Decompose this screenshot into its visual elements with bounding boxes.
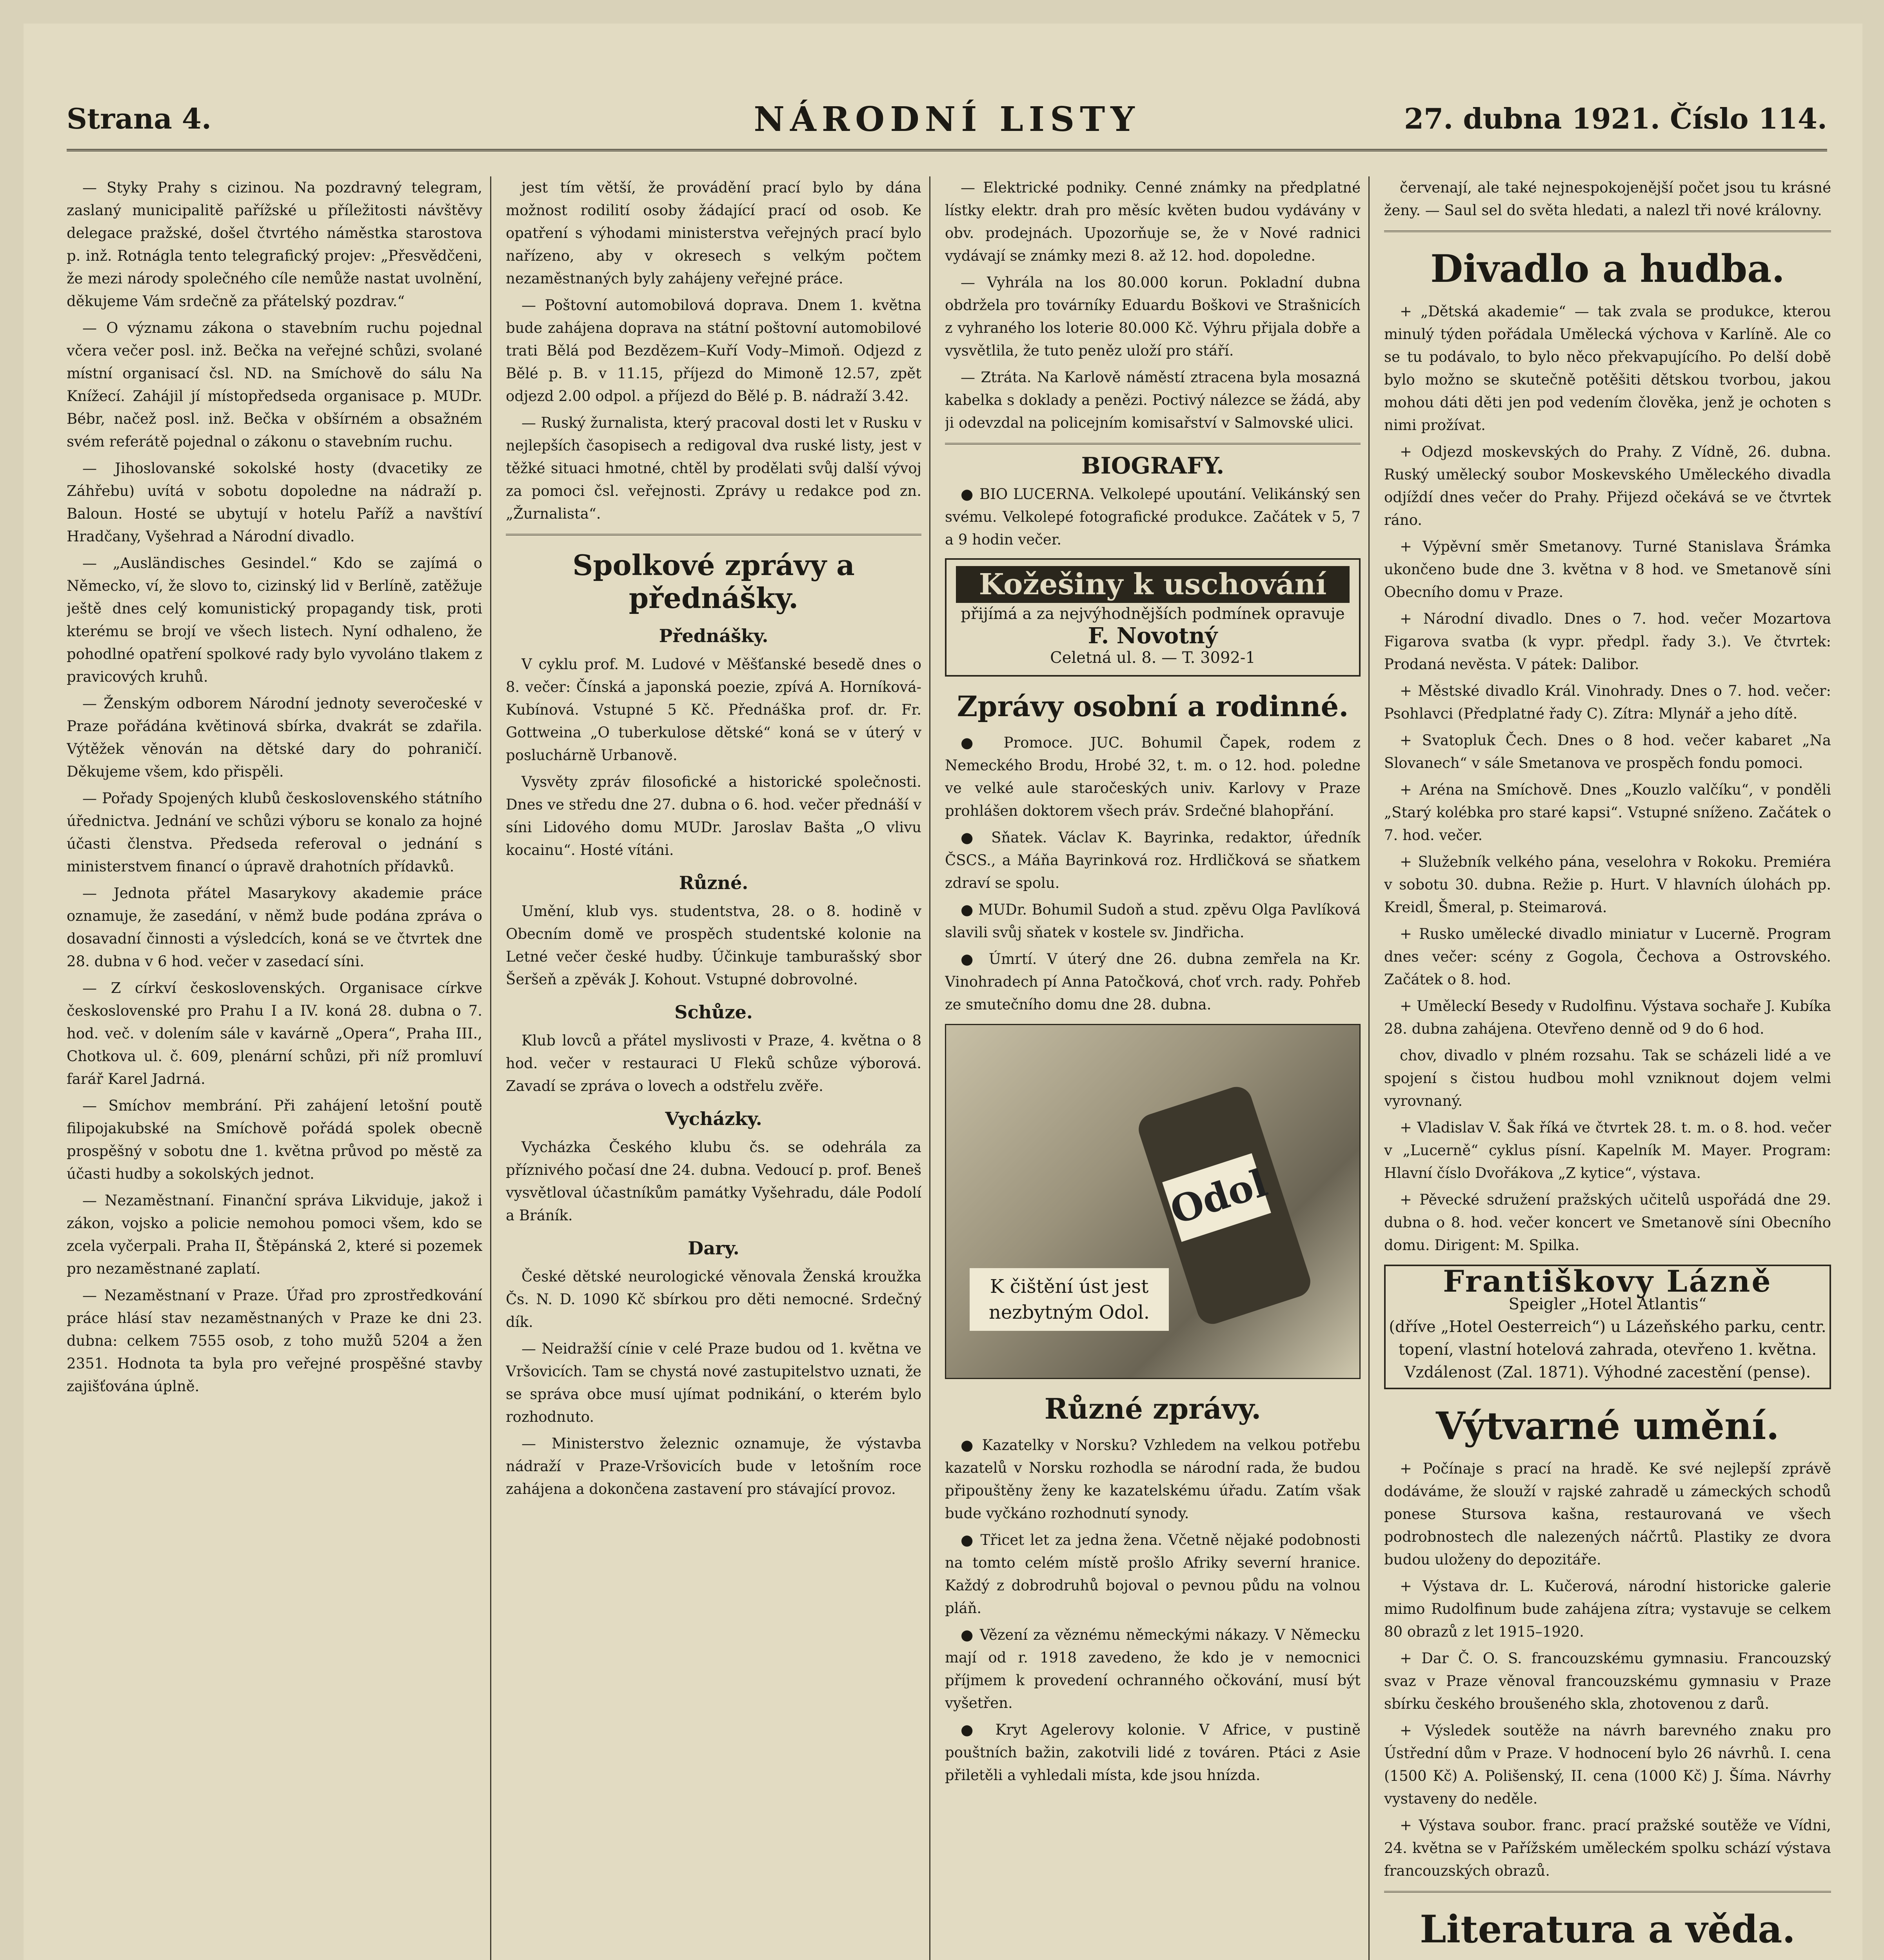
section-heading: Literatura a věda. bbox=[1420, 1907, 1795, 1951]
article-paragraph: Vysvěty zpráv filosofické a historické společnosti. Dnes ve středu dne 27. dubna o 6. hod. večer přednáší v síni Lidového domu MUDr. Jaroslav Bašta „O vlivu kocainu“. Hosté vítáni. bbox=[506, 773, 921, 858]
article-paragraph: + Městské divadlo Král. Vinohrady. Dnes o 7. hod. večer: Psohlavci (Předplatné řady C). Zítra: Mlynář a jeho dítě. bbox=[1384, 682, 1831, 722]
banner-body: (dříve „Hotel Oesterreich“) u Lázeňského parku, centr. topení, vlastní hotelová zahrada, otevřeno 1. května. Vzdálenost (Zal. 1871). Výhodné zacestění (pense). bbox=[1389, 1318, 1826, 1381]
article-paragraph: + „Dětská akademie“ — tak zvala se produkce, kterou minulý týden pořádala Umělecká výchova v Karlíně. Ale co se tu podávalo, to bylo něco překvapujícího. Po delší době bylo možno se skutečně potěšiti dětskou tvorbou, jakou mohou dáti děti jen pod vedením člověka, jenž je ochoten s nimi prožívat. bbox=[1384, 303, 1831, 434]
article-paragraph: — Z církví československých. Organisace církve československé pro Prahu I a IV. koná 28. dubna o 7. hod. več. v dolením sále v kavárně „Opera“, Praha III., Chotkova ul. č. 609, plenární schůzi, při níž promluví farář Karel Jadrná. bbox=[67, 980, 482, 1087]
article-paragraph: ● BIO LUCERNA. Velkolepé upoutání. Velikánský sen svému. Velkolepé fotografické produkce. Začátek v 5, 7 a 9 hodin večer. bbox=[945, 486, 1361, 548]
newspaper-title: NÁRODNÍ LISTY bbox=[754, 100, 1140, 139]
article-paragraph: + Aréna na Smíchově. Dnes „Kouzlo valčíku“, v ponděli „Starý kolébka pro staré kapsi“. Vstupné sníženo. Začátek o 7. hod. večer. bbox=[1384, 781, 1831, 844]
article-paragraph: + Služebník velkého pána, veselohra v Rokoku. Premiéra v sobotu 30. dubna. Režie p. Hurt. V hlavních úlohách pp. Kreidl, Šmeral, p. Steimarová. bbox=[1384, 853, 1831, 916]
article-paragraph: — Vyhrála na los 80.000 korun. Pokladní dubna obdržela pro továrníky Eduardu Boškovi ve Strašnicích z vyhraného los loterie 80.000 Kč. Výhru přijala dobře a vysvětlila, že tuto peněz uloží pro stáří. bbox=[945, 274, 1361, 359]
article-paragraph: V cyklu prof. M. Ludové v Měšťanské besedě dnes o 8. večer: Čínská a japonská poezie, zpívá A. Horníková-Kubínová. Vstupné 5 Kč. Přednáška prof. dr. Fr. Gottweina „O tuberkulose dětské“ koná se v úterý v posluchárně Urbanově. bbox=[506, 656, 921, 764]
ad-headline: Kožešiny k uschování bbox=[956, 566, 1350, 603]
ad-body: přijímá a za nejvýhodnějších podmínek opravuje bbox=[961, 605, 1345, 623]
article-paragraph: + Svatopluk Čech. Dnes o 8 hod. večer kabaret „Na Slovanech“ v sále Smetanova ve prospěch fondu pomoci. bbox=[1384, 732, 1831, 771]
section-heading: Výtvarné umění. bbox=[1436, 1404, 1779, 1448]
page-number: Strana 4. bbox=[67, 102, 212, 135]
article-paragraph: + Výpěvní směr Smetanovy. Turné Stanislava Šrámka ukončeno bude dne 3. května v 8 hod. ve Smetanově síni Obecního domu v Praze. bbox=[1384, 538, 1831, 601]
article-paragraph: ● Sňatek. Václav K. Bayrinka, redaktor, úředník ČSCS., a Máňa Bayrinková roz. Hrdličková se sňatkem zdraví se spolu. bbox=[945, 829, 1361, 891]
article-paragraph: — Ztráta. Na Karlově náměstí ztracena byla mosazná kabelka s doklady a penězi. Poctivý nálezce se žádá, aby ji odevzdal na policejním komisařství v Salmovské ulici. bbox=[945, 369, 1361, 431]
section-divider bbox=[1384, 230, 1831, 232]
ad-company-name: F. Novotný bbox=[1088, 623, 1218, 649]
article-paragraph: — Ženským odborem Národní jednoty severočeské v Praze pořádána květinová sbírka, dvakrát se zdařila. Výtěžek věnován na dětské dary do pohraničí. Děkujeme všem, kdo přispěli. bbox=[67, 695, 482, 780]
fur-storage-advertisement bbox=[945, 558, 1361, 677]
article-paragraph: + Dar Č. O. S. francouzskému gymnasiu. Francouzský svaz v Praze věnoval francouzskému gymnasiu v Praze sbírku českého broušeného skla, zhotovenou z darů. bbox=[1384, 1650, 1831, 1712]
article-paragraph: + Počínaje s prací na hradě. Ke své nejlepší zprávě dodáváme, že slouží v rajské zahradě u zámeckých schodů ponese Stursova kašna, restaurovaná ve všech podrobnostech dle nalezených náčrtů. Plastiky ze dvora budou uloženy do depozitáře. bbox=[1384, 1460, 1831, 1568]
article-paragraph: Vycházka Českého klubu čs. se odehrála za příznivého počasí dne 24. dubna. Vedoucí p. prof. Beneš vysvětloval účastníkům památky Vyšehradu, dále Podolí a Bráník. bbox=[506, 1139, 921, 1224]
subsection-heading: Dary. bbox=[688, 1238, 739, 1259]
article-paragraph: — O významu zákona o stavebním ruchu pojednal včera večer posl. inž. Bečka na veřejné schůzi, svolané místní organisací čsl. ND. na Smíchově do sálu Na Knížecí. Zahájil jí místopředseda organisace p. MUDr. Bébr, načež posl. inž. Bečka v obšírném a obsažném svém referátě pojednal o zákonu o stavebním ruchu. bbox=[67, 319, 482, 450]
article-paragraph: — Nezaměstnaní v Praze. Úřad pro zprostředkování práce hlásí stav nezaměstnaných v Praze ke dni 23. dubna: celkem 7555 osob, z toho mužů 5204 a žen 2351. Hodnota ta byla pro veřejné prospěšné stavby zajišťována úplně. bbox=[67, 1287, 482, 1395]
article-paragraph: + Odjezd moskevských do Prahy. Z Vídně, 26. dubna. Ruský umělecký soubor Moskevského Uměleckého divadla odjíždí dnes večer do Prahy. Přijezd očekává se ve čtvrtek ráno. bbox=[1384, 443, 1831, 528]
article-paragraph: — Jihoslovanské sokolské hosty (dvacetiky ze Záhřebu) uvítá v sobotu dopoledne na nádraží p. Baloun. Hosté se ubytují v hotelu Paříž a navštíví Hradčany, Vyšehrad a Národní divadlo. bbox=[67, 460, 482, 545]
column-rule bbox=[929, 176, 930, 1960]
section-heading: Zprávy osobní a rodinné. bbox=[957, 690, 1349, 723]
section-heading: Různé zprávy. bbox=[1044, 1392, 1261, 1425]
article-paragraph: — Pořady Spojených klubů československého státního úřednictva. Jednání ve schůzi výboru se konalo za hojné účasti členstva. Předseda referoval o jednání s ministerstvem financí o úpravě drahotních přídavků. bbox=[67, 790, 482, 875]
article-paragraph: + Výstava dr. L. Kučerová, národní historicke galerie mimo Rudolfinum bude zahájena zítra; vystavuje se celkem 80 obrazů z let 1915–1920. bbox=[1384, 1578, 1831, 1640]
section-heading: BIOGRAFY. bbox=[1081, 452, 1225, 479]
masthead bbox=[67, 94, 1827, 151]
spa-hotel-advertisement bbox=[1384, 1265, 1831, 1389]
subsection-heading: Vycházky. bbox=[665, 1108, 762, 1129]
article-paragraph: ● Vězení za věznému německými nákazy. V Německu mají od r. 1918 zavedeno, že kdo je v nemocnici příjmem k provedení ochranného očkování, musí být vyšetřen. bbox=[945, 1626, 1361, 1711]
article-paragraph: jest tím větší, že provádění prací bylo by dána možnost rodilití osoby žádající prací od osob. Ke opatření s výhodami ministerstva veřejných prací bylo nařízeno, aby v okresech s velkým počtem nezaměstnaných byly zahájeny veřejné práce. bbox=[506, 179, 921, 287]
article-paragraph: — „Ausländisches Gesindel.“ Kdo se zajímá o Německo, ví, že slovo to, cizinský lid v Berlíně, zatěžuje ještě dnes celý komunistický propagandy tisk, proti kterému se brojí ve všech listech. Nyní odhaleno, že pohodlné opatření spolkové rady bylo vyvoláno tlakem z pravicových kruhů. bbox=[67, 555, 482, 685]
article-paragraph: — Ministerstvo železnic oznamuje, že výstavba nádraží v Praze-Vršovicích bude v letošním roce zahájena a dokončena zastavení pro stávající provoz. bbox=[506, 1435, 921, 1497]
column-1 bbox=[67, 176, 482, 1960]
article-paragraph: + Pěvecké sdružení pražských učitelů uspořádá dne 29. dubna o 8. hod. večer koncert ve Smetanově síni Obecního domu. Dirigent: M. Spilka. bbox=[1384, 1191, 1831, 1254]
article-paragraph: + Výstava soubor. franc. prací pražské soutěže ve Vídni, 24. května se v Pařížském uměleckém spolku schází výstava francouzských obrazů. bbox=[1384, 1817, 1831, 1879]
article-paragraph: + Výsledek soutěže na návrh barevného znaku pro Ústřední dům v Praze. V hodnocení bylo 26 návrhů. I. cena (1500 Kč) A. Polišenský, II. cena (1000 Kč) J. Šíma. Návrhy vystaveny do neděle. bbox=[1384, 1722, 1831, 1807]
column-rule bbox=[1368, 176, 1370, 1960]
banner-title: Františkovy Lázně bbox=[1443, 1264, 1772, 1299]
article-paragraph: ● Kryt Agelerovy kolonie. V Africe, v pustině pouštních bažin, zakotvili lidé z továren. Ptáci z Asie přiletěli a vyhledali místa, kde jsou hnízda. bbox=[945, 1721, 1361, 1784]
article-paragraph: chov, divadlo v plném rozsahu. Tak se scházeli lidé a ve spojení s čistou hudbou mohl vzniknout dojem velmi vyrovnaný. bbox=[1384, 1047, 1831, 1109]
article-paragraph: + Vladislav V. Šak říká ve čtvrtek 28. t. m. o 8. hod. večer v „Lucerně“ cyklus písní. Kapelník M. Mayer. Program: Hlavní číslo Dvořákova „Z kytice“, výstava. bbox=[1384, 1119, 1831, 1181]
section-heading: Divadlo a hudba. bbox=[1430, 247, 1785, 291]
article-paragraph: ● Promoce. JUC. Bohumil Čapek, rodem z Nemeckého Brodu, Hrobé 32, t. m. o 12. hod. poledne ve velké aule staročeských univ. Karlovy v Praze prohlášen doktorem všech práv. Srdečné blahopřání. bbox=[945, 734, 1361, 819]
article-paragraph: + Rusko umělecké divadlo miniatur v Lucerně. Program dnes večer: scény z Gogola, Čechova a Ostrovského. Začátek o 8. hod. bbox=[1384, 926, 1831, 988]
article-paragraph: Klub lovců a přátel myslivosti v Praze, 4. května o 8 hod. večer v restauraci U Fleků schůze výborová. Zavadí se zpráva o lovech a odstřelu zvěře. bbox=[506, 1032, 921, 1094]
article-paragraph: — Neidražší cínie v celé Praze budou od 1. května ve Vršovicích. Tam se chystá nové zastupitelstvo uznati, že se správa obce musí ujímat podnikání, o kterém bylo rozhodnuto. bbox=[506, 1340, 921, 1425]
article-paragraph: — Styky Prahy s cizinou. Na pozdravný telegram, zaslaný municipalitě pařížské u příležitosti návštěvy delegace pražské, došel čtvrtého náměstka starostova p. inž. Rotnágla tento telegrafický projev: „Přesvědčeni, že mezi národy společného cíle nemůže nastat uvolnění, děkujeme Vám srdečně za přátelský pozdrav.“ bbox=[67, 179, 482, 310]
article-paragraph: — Elektrické podniky. Cenné známky na předplatné lístky elektr. drah pro měsíc květen budou vydávány v obv. prodejnách. Upozorňuje se, že v Nové radnici vydávají se známky mezi 8. až 12. hod. dopoledne. bbox=[945, 179, 1361, 264]
section-divider bbox=[1384, 1891, 1831, 1893]
article-paragraph: — Ruský žurnalista, který pracoval dosti let v Rusku v nejlepších časopisech a redigoval dva ruské listy, jest v těžké situaci hmotné, chtěl by prodělati svůj další vývoj za pomoci čsl. veřejnosti. Zprávy u redakce pod zn. „Žurnalista“. bbox=[506, 414, 921, 522]
column-3 bbox=[945, 176, 1361, 1960]
article-paragraph: České dětské neurologické věnovala Ženská kroužka Čs. N. D. 1090 Kč sbírkou pro děti nemocné. Srdečný dík. bbox=[506, 1268, 921, 1330]
section-divider bbox=[945, 443, 1361, 445]
odol-ad-caption: K čištění úst jest nezbytným Odol. bbox=[970, 1268, 1169, 1331]
subsection-heading: Různé. bbox=[679, 872, 749, 893]
column-4 bbox=[1384, 176, 1831, 1960]
section-divider bbox=[506, 534, 921, 535]
article-paragraph: ● Třicet let za jedna žena. Včetně nějaké podobnosti na tomto celém místě prošlo Afriky severní hranice. Každý z dobrodruhů bojoval o pevnou půdu na volnou pláň. bbox=[945, 1532, 1361, 1617]
section-heading: Spolkové zprávy a přednášky. bbox=[572, 548, 855, 615]
article-paragraph: červenají, ale také nejnespokojenější počet jsou tu krásné ženy. — Saul sel do světa hledati, a nalezl tři nové královny. bbox=[1384, 179, 1831, 219]
article-paragraph: ● Kazatelky v Norsku? Vzhledem na velkou potřebu kazatelů v Norsku rozhodla se národní rada, že budou připouštěny ženy ke kazatelskému úřadu. Zatím však bude vyčkáno rozhodnutí synody. bbox=[945, 1437, 1361, 1522]
banner-subtitle: Speigler „Hotel Atlantis“ bbox=[1508, 1295, 1707, 1313]
article-paragraph: ● MUDr. Bohumil Sudoň a stud. zpěvu Olga Pavlíková slavili svůj sňatek v kostele sv. Jindřicha. bbox=[945, 901, 1361, 941]
article-paragraph: — Nezaměstnaní. Finanční správa Likviduje, jakož i zákon, vojsko a policie nemohou pomoci všem, kdo se zcela vyčerpali. Praha II, Štěpánská 2, které si pozemek pro nezaměstnané zaplatí. bbox=[67, 1192, 482, 1277]
article-paragraph: + Uměleckí Besedy v Rudolfinu. Výstava sochaře J. Kubíka 28. dubna zahájena. Otevřeno denně od 9 do 6 hod. bbox=[1384, 998, 1831, 1037]
issue-date: 27. dubna 1921. Číslo 114. bbox=[1404, 102, 1827, 135]
article-paragraph: ● Úmrtí. V úterý dne 26. dubna zemřela na Kr. Vinohradech pí Anna Patočková, choť vrch. rady. Pohřeb ze smutečního domu dne 28. dubna. bbox=[945, 951, 1361, 1013]
odol-advertisement bbox=[945, 1024, 1361, 1379]
newspaper-page bbox=[24, 24, 1862, 1960]
article-paragraph: — Poštovní automobilová doprava. Dnem 1. května bude zahájena doprava na státní poštovní automobilové trati Bělá pod Bezdězem–Kuří Vody–Mimoň. Odjezd z Bělé p. B. v 11.15, příjezd do Mimoně 12.57, zpět odjezd 2.00 odpol. a příjezd do Bělé p. B. nádraží 3.42. bbox=[506, 297, 921, 405]
column-2 bbox=[506, 176, 921, 1960]
subsection-heading: Schůze. bbox=[674, 1002, 753, 1023]
column-rule bbox=[490, 176, 491, 1960]
article-paragraph: + Národní divadlo. Dnes o 7. hod. večer Mozartova Figarova svatba (k vypr. předpl. řady 3.). Ve čtvrtek: Prodaná nevěsta. V pátek: Dalibor. bbox=[1384, 610, 1831, 673]
subsection-heading: Přednášky. bbox=[659, 625, 768, 646]
article-paragraph: — Smíchov membrání. Při zahájení letošní poutě filipojakubské na Smíchově pořádá spolek obecně prospěšný v sobotu dne 1. května průvod po městě za účasti hudby a sokolských jednot. bbox=[67, 1097, 482, 1182]
odol-bottle-label: Odol bbox=[1162, 1153, 1271, 1242]
article-paragraph: Umění, klub vys. studentstva, 28. o 8. hodině v Obecním domě ve prospěch studentské kolonie na Letné večer české hudby. Účinkuje tamburašský sbor Šeršeň a zpěvák J. Kohout. Vstupné dobrovolné. bbox=[506, 903, 921, 988]
article-paragraph: — Jednota přátel Masarykovy akademie práce oznamuje, že zasedání, v němž bude podána zpráva o dosavadní činnosti a výsledcích, koná se ve čtvrtek dne 28. dubna v 6 hod. večer v zasedací síni. bbox=[67, 885, 482, 970]
ad-address: Celetná ul. 8. — T. 3092-1 bbox=[1050, 649, 1255, 667]
